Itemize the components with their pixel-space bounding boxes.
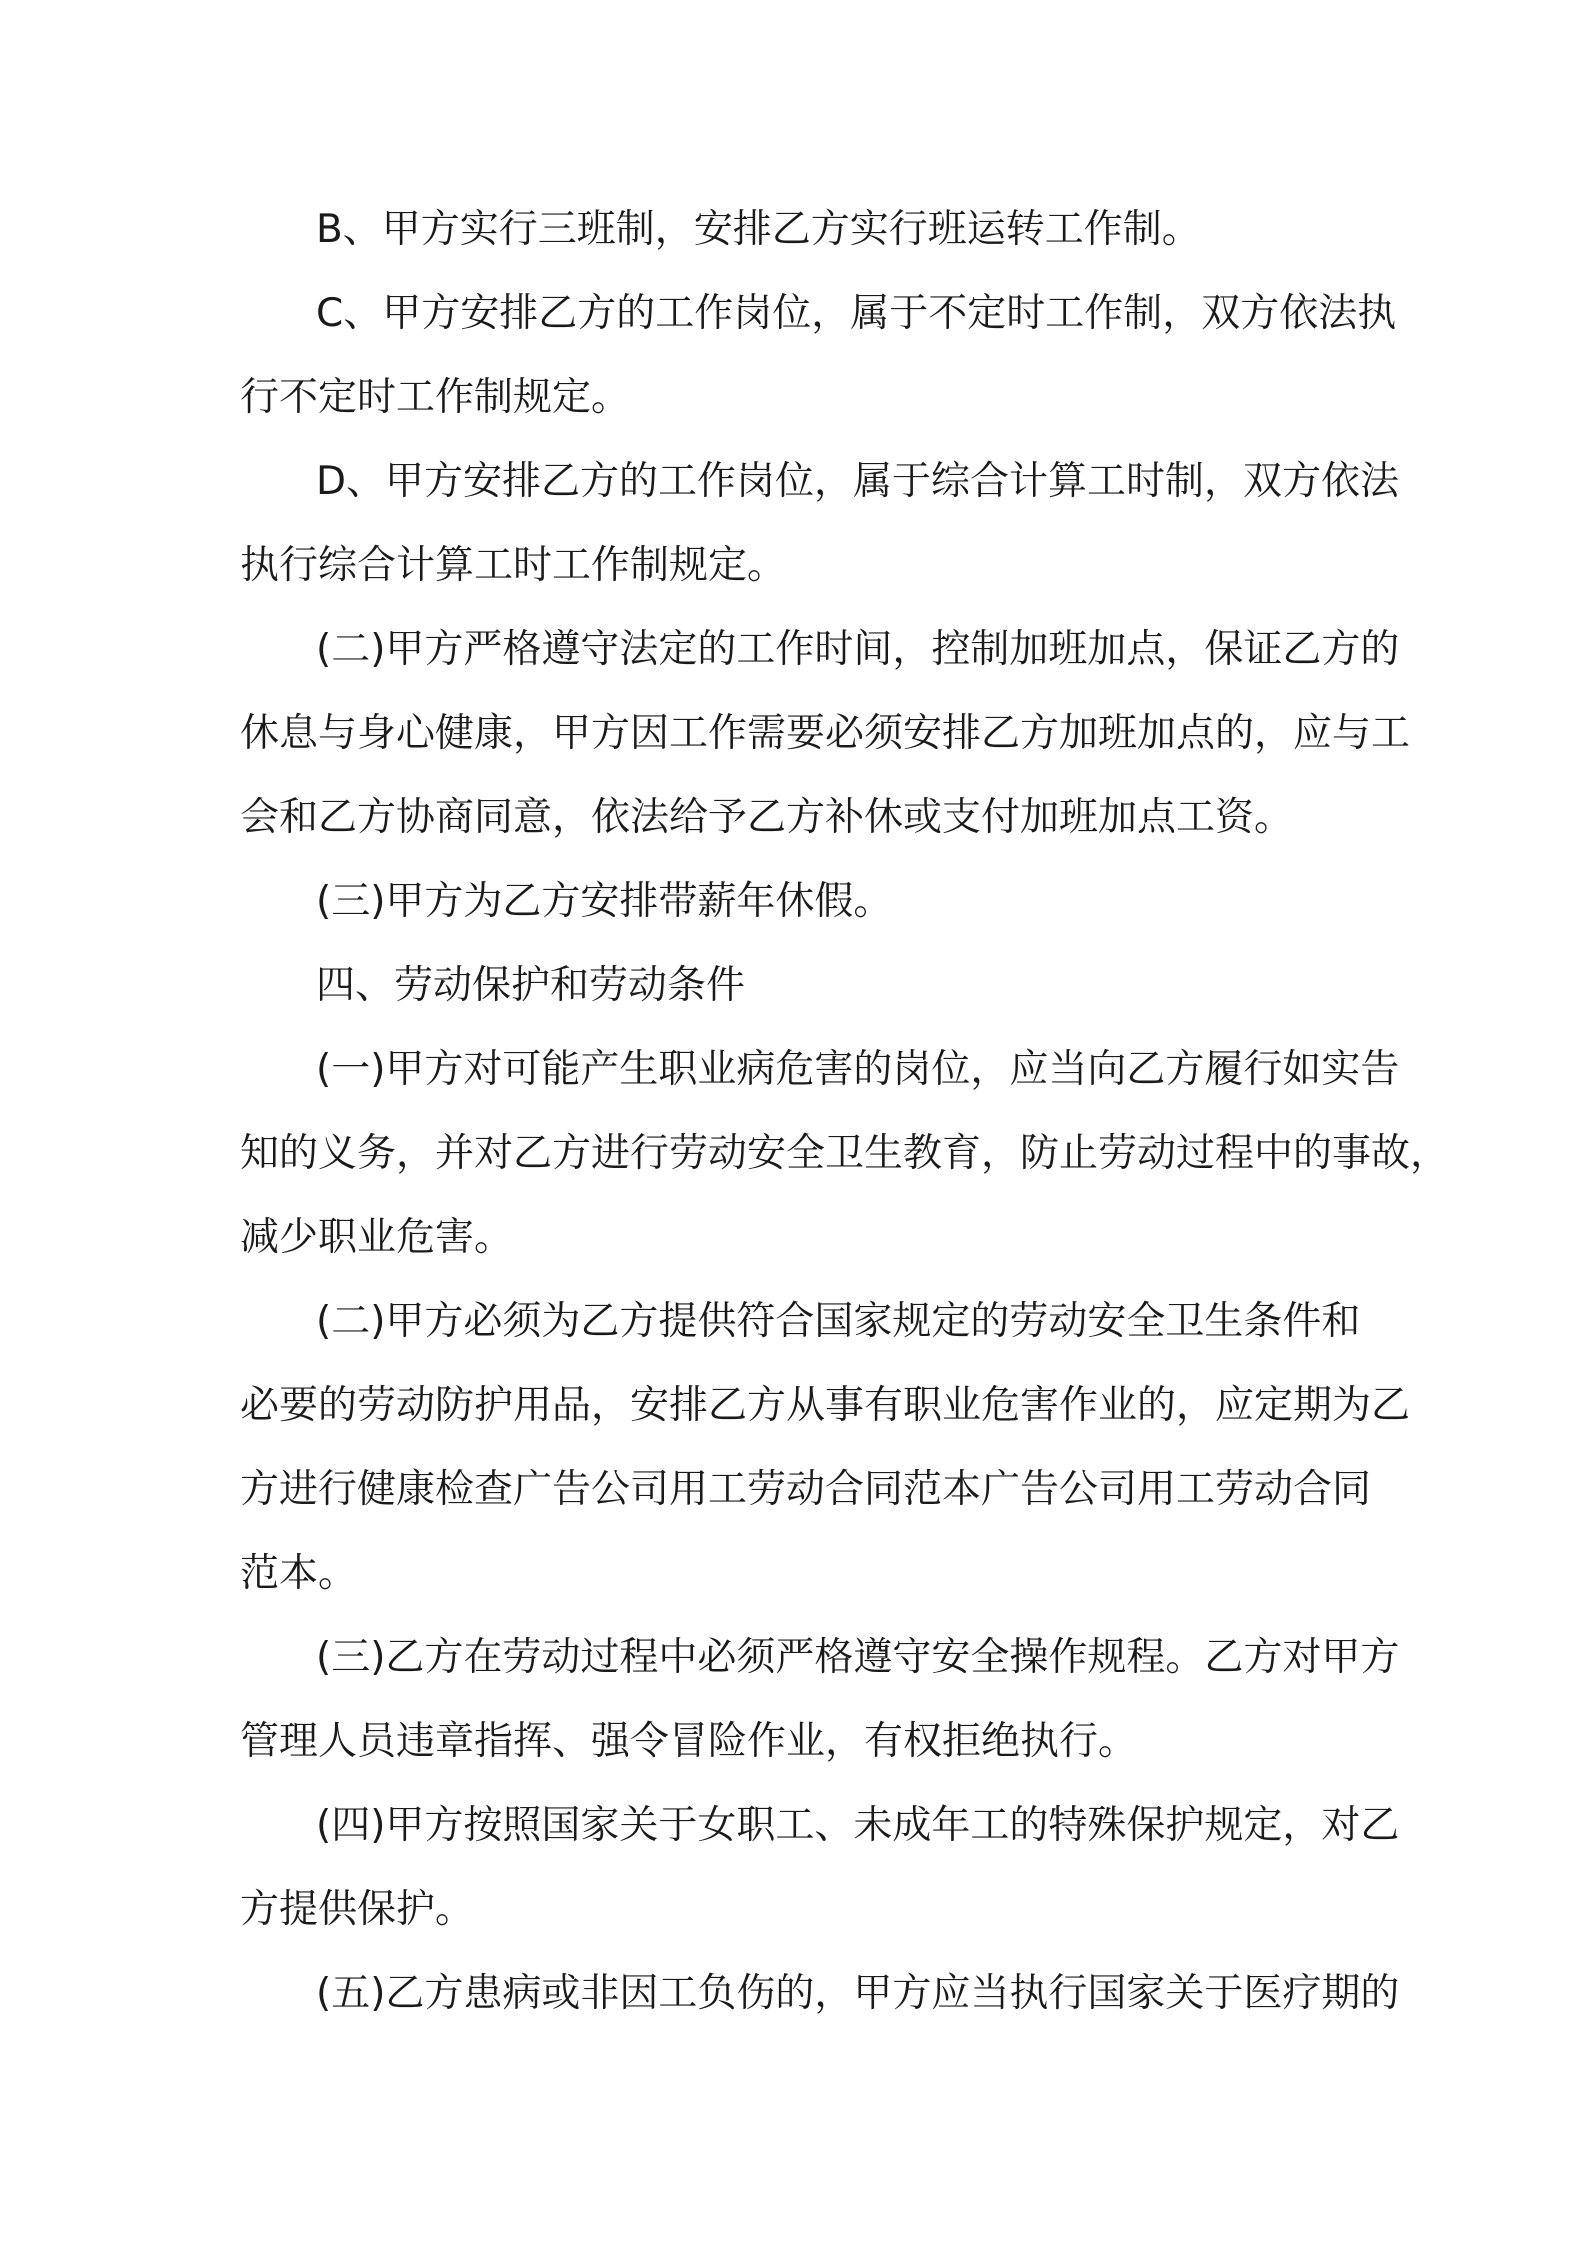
text-line: 执行综合计算工时工作制规定。 xyxy=(240,543,787,588)
text-line: (二)甲方必须为乙方提供符合国家规定的劳动安全卫生条件和 xyxy=(316,1299,1361,1344)
text-line: 会和乙方协商同意，依法给予乙方补休或支付加班加点工资。 xyxy=(240,795,1294,840)
text-line: 必要的劳动防护用品，安排乙方从事有职业危害作业的，应定期为乙 xyxy=(240,1383,1411,1428)
text-line: 方进行健康检查广告公司用工劳动合同范本广告公司用工劳动合同 xyxy=(240,1467,1372,1512)
text-line: 范本。 xyxy=(240,1551,358,1596)
text-line: C、甲方安排乙方的工作岗位，属于不定时工作制，双方依法执 xyxy=(316,291,1397,336)
section-heading: 四、劳动保护和劳动条件 xyxy=(316,963,746,1008)
text-line: (三)甲方为乙方安排带薪年休假。 xyxy=(316,879,893,924)
text-line: (三)乙方在劳动过程中必须严格遵守安全操作规程。乙方对甲方 xyxy=(316,1635,1400,1680)
text-line: 减少职业危害。 xyxy=(240,1215,514,1260)
text-line: (四)甲方按照国家关于女职工、未成年工的特殊保护规定，对乙 xyxy=(316,1803,1400,1848)
text-line: 知的义务，并对乙方进行劳动安全卫生教育，防止劳动过程中的事故， xyxy=(240,1131,1450,1176)
text-line: 休息与身心健康，甲方因工作需要必须安排乙方加班加点的，应与工 xyxy=(240,711,1411,756)
text-line: 行不定时工作制规定。 xyxy=(240,375,631,420)
text-line: (二)甲方严格遵守法定的工作时间，控制加班加点，保证乙方的 xyxy=(316,627,1400,672)
text-line: 方提供保护。 xyxy=(240,1887,475,1932)
text-line: (一)甲方对可能产生职业病危害的岗位，应当向乙方履行如实告 xyxy=(316,1047,1400,1092)
text-line: B、甲方实行三班制，安排乙方实行班运转工作制。 xyxy=(316,207,1201,252)
text-line: D、甲方安排乙方的工作岗位，属于综合计算工时制，双方依法 xyxy=(316,459,1400,504)
text-line: (五)乙方患病或非因工负伤的，甲方应当执行国家关于医疗期的 xyxy=(316,1971,1400,2016)
text-line: 管理人员违章指挥、强令冒险作业，有权拒绝执行。 xyxy=(240,1719,1138,1764)
